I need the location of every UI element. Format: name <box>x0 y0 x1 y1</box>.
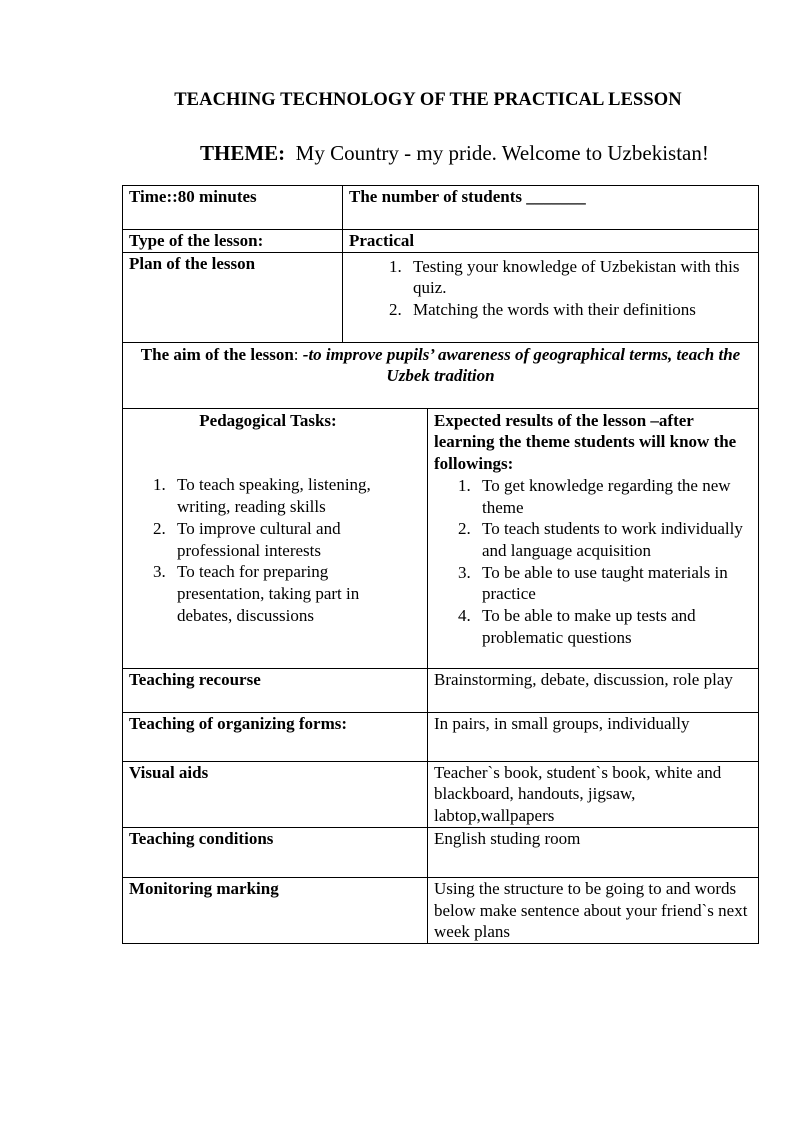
list-item: 2. To teach students to work individually and language acquisition <box>458 519 743 560</box>
conditions-label: Teaching conditions <box>123 827 428 877</box>
tasks-list <box>129 474 397 626</box>
conditions-value: English studing room <box>428 827 759 877</box>
monitoring-value: Using the structure to be going to and words below make sentence about your friend`s next week plans <box>428 877 759 943</box>
plan-list-cell <box>343 252 759 342</box>
forms-value: In pairs, in small groups, individually <box>428 712 759 761</box>
table-row <box>123 342 759 408</box>
theme-line <box>200 140 709 166</box>
theme-label: THEME: <box>200 141 286 165</box>
type-label: Type of the lesson: <box>123 230 343 253</box>
forms-label: Teaching of organizing forms: <box>123 712 428 761</box>
time-cell: Time::80 minutes <box>123 186 343 230</box>
type-value: Practical <box>343 230 759 253</box>
results-cell <box>428 408 759 668</box>
aids-value: Teacher`s book, student`s book, white and blackboard, handouts, jigsaw, labtop,wallpapers <box>428 761 759 827</box>
theme-text: My Country - my pride. Welcome to Uzbekistan! <box>295 141 709 165</box>
tasks-heading: Pedagogical Tasks: <box>199 410 337 430</box>
recourse-label: Teaching recourse <box>123 668 428 712</box>
list-item: 1. To teach speaking, listening, writing, reading skills <box>153 475 371 517</box>
list-item: 4. To be able to make up tests and problematic questions <box>458 606 696 647</box>
table-row <box>123 761 759 827</box>
list-item: 2. Matching the words with their definitions <box>389 300 696 320</box>
aim-label: The aim of the lesson <box>140 344 294 364</box>
table-row <box>123 877 759 943</box>
aim-text: -to improve pupils’ awareness of geographical terms, teach the Uzbek tradition <box>302 344 741 386</box>
document-title: TEACHING TECHNOLOGY OF THE PRACTICAL LESSON <box>174 90 682 110</box>
plan-label: Plan of the lesson <box>123 252 343 342</box>
table-row <box>123 827 759 877</box>
students-cell: The number of students _______ <box>343 186 759 230</box>
table-row <box>123 230 759 253</box>
list-item: 3. To teach for preparing presentation, taking part in debates, discussions <box>153 562 360 625</box>
list-item: 1. Testing your knowledge of Uzbekistan with this quiz. <box>389 256 740 298</box>
table-row <box>123 252 759 342</box>
list-item: 3. To be able to use taught materials in practice <box>458 562 728 604</box>
list-item: 2. To improve cultural and professional interests <box>153 518 341 560</box>
list-item: 1. To get knowledge regarding the new theme <box>458 475 731 517</box>
results-list <box>434 475 752 649</box>
results-heading: Expected results of the lesson –after learning the theme students will know the followings: <box>434 410 737 474</box>
table-row <box>123 668 759 712</box>
recourse-value: Brainstorming, debate, discussion, role play <box>428 668 759 712</box>
aids-label: Visual aids <box>123 761 428 827</box>
aim-cell: The aim of the lesson: -to improve pupils’ awareness of geographical terms, teach the Uzbek tradition <box>123 342 759 408</box>
table-row <box>123 712 759 761</box>
table-row <box>123 408 759 668</box>
tasks-cell <box>123 408 428 668</box>
monitoring-label: Monitoring marking <box>123 877 428 943</box>
lesson-table <box>122 185 759 944</box>
plan-list <box>389 256 754 321</box>
table-row <box>123 186 759 230</box>
